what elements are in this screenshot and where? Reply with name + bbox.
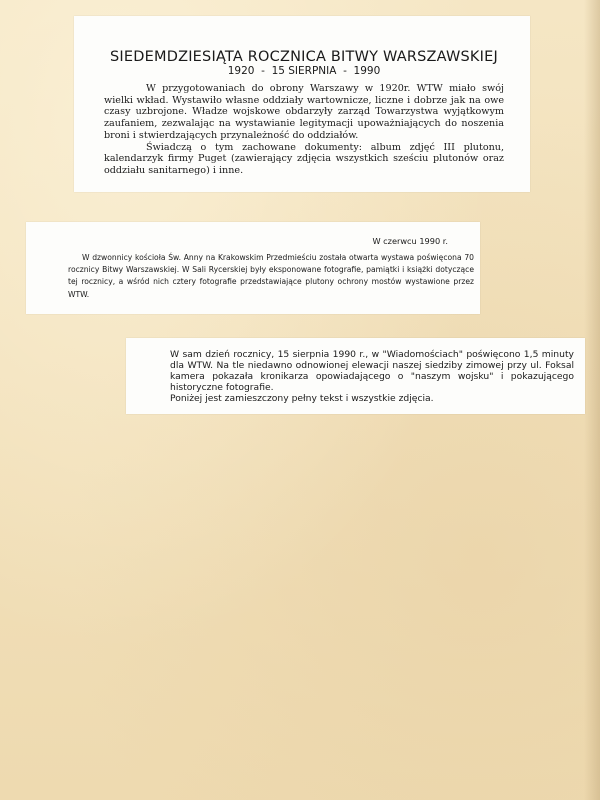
slip-news-broadcast: [126, 338, 585, 414]
intro-text: [104, 83, 504, 177]
exhibition-paragraph: W dzwonnicy kościoła Św. Anny na Krakowskim Przedmieściu została otwarta wystawa poświęcona 70 rocznicy Bitwy Warszawskiej. W Sali Rycerskiej były eksponowane fotografie, pamiątki i książki dotyczące tej rocznicy, a wśród nich cztery fotografie przedstawiające plutony ochrony mostów wystawione przez WTW.: [68, 253, 474, 299]
exhibition-date: W czerwcu 1990 r.: [372, 236, 448, 246]
documents-paragraph: Świadczą o tym zachowane dokumenty: album zdjęć III plutonu, kalendarzyk firmy Puget (zawierający zdjęcia wszystkich sześciu plutonów oraz oddziału sanitarnego) i inne.: [104, 141, 504, 176]
broadcast-paragraph: W sam dzień rocznicy, 15 sierpnia 1990 r., w "Wiadomościach" poświęcono 1,5 minuty dla WTW. Na tle niedawno odnowionej elewacji naszej siedziby zimowej przy ul. Foksal kamera pokazała kronikarza opowiadającego o "naszym wojsku" i pokazującego historyczne fotografie.: [170, 349, 574, 393]
slip-exhibition: [26, 222, 480, 314]
page-title: SIEDEMDZIESIĄTA ROCZNICA BITWY WARSZAWSKIEJ: [110, 49, 498, 65]
closing-note: Poniżej jest zamieszczony pełny tekst i wszystkie zdjęcia.: [170, 393, 434, 404]
intro-paragraph: W przygotowaniach do obrony Warszawy w 1920r. WTW miało swój wielki wkład. Wystawiło własne oddziały wartownicze, liczne i dobrze jak na owe czasy uzbrojone. Władze wojskowe obdarzyły zarząd Towarzystwa wyjątkowym zaufaniem, zezwalając na wystawianie legitymacji upoważniających do noszenia broni i stwierdzających przynależność do oddziałów.: [104, 83, 504, 141]
page-subtitle-dates: 1920 - 15 SIERPNIA - 1990: [227, 65, 381, 77]
slip-anniversary-intro: [74, 16, 530, 192]
exhibition-text: [68, 252, 474, 301]
broadcast-text: [170, 349, 574, 404]
page-edge-shadow: [584, 0, 600, 800]
